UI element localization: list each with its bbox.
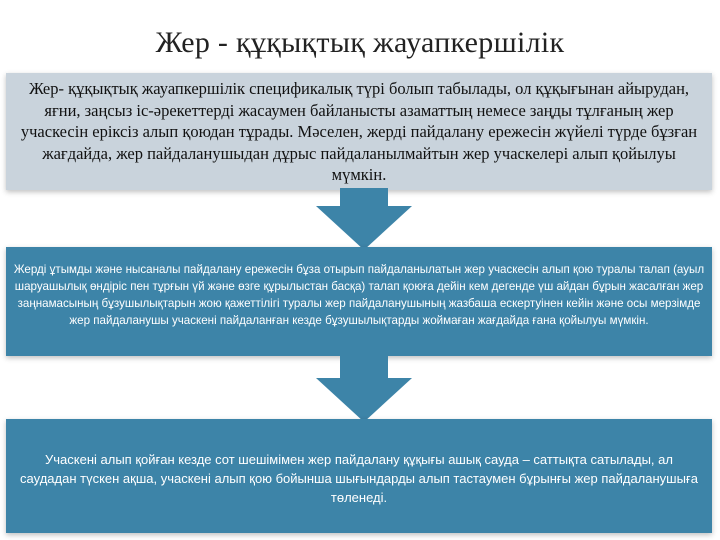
requirement-text: Жерді ұтымды және нысаналы пайдалану ережесін бұза отырып пайдаланылатын жер учаскесін алып қою туралы талап (ауыл шаруашылық өндіріс пен тұрғын үй және өзге құрылыстан басқа) талап қоюға дейін кем дегенде үш айдан бұрын жасалған жер заңнамасының бұзушылықтарын жою қажеттілігі туралы жер пайдаланушының жазбаша ескертуінен кейін және осы мерзімде жер пайдаланушы учаскені пайдаланған кезде бұзушылықтарды жоймаған жағдайда ғана қойылуы мүмкін. xyxy=(13,263,705,327)
arrow-head xyxy=(316,378,412,422)
down-arrow-icon xyxy=(316,188,412,248)
down-arrow-icon xyxy=(316,354,412,420)
arrow-stem xyxy=(340,354,388,380)
requirement-box xyxy=(6,247,712,356)
outcome-box xyxy=(6,419,712,533)
arrow-stem xyxy=(340,188,388,208)
outcome-text: Учаскені алып қойған кезде сот шешімімен жер пайдалану құқығы ашық сауда – саттықта сатылады, ал саудадан түскен ақша, учаскені алып қою бойынша шығындарды алып тастаумен бұрынғы жер пайдаланушыға төленеді. xyxy=(20,452,698,505)
arrow-head xyxy=(316,206,412,250)
slide-title: Жер - құқықтық жауапкершілік xyxy=(155,26,565,59)
definition-box xyxy=(6,73,712,190)
definition-text: Жер- құқықтық жауапкершілік спецификалық түрі болып табылады, ол құқығынан айырудан, яғни, заңсыз іс-әрекеттерді жасаумен байланысты азаматтың немесе заңды тұлғаның жер учаскесін еріксіз алып қоюдан тұрады. Мәселен, жерді пайдалану ережесін жүйелі түрде бұзған жағдайда, жер пайдаланушыдан дұрыс пайдаланылмайтын жер учаскелері алып қойылуы мүмкін. xyxy=(20,79,698,184)
